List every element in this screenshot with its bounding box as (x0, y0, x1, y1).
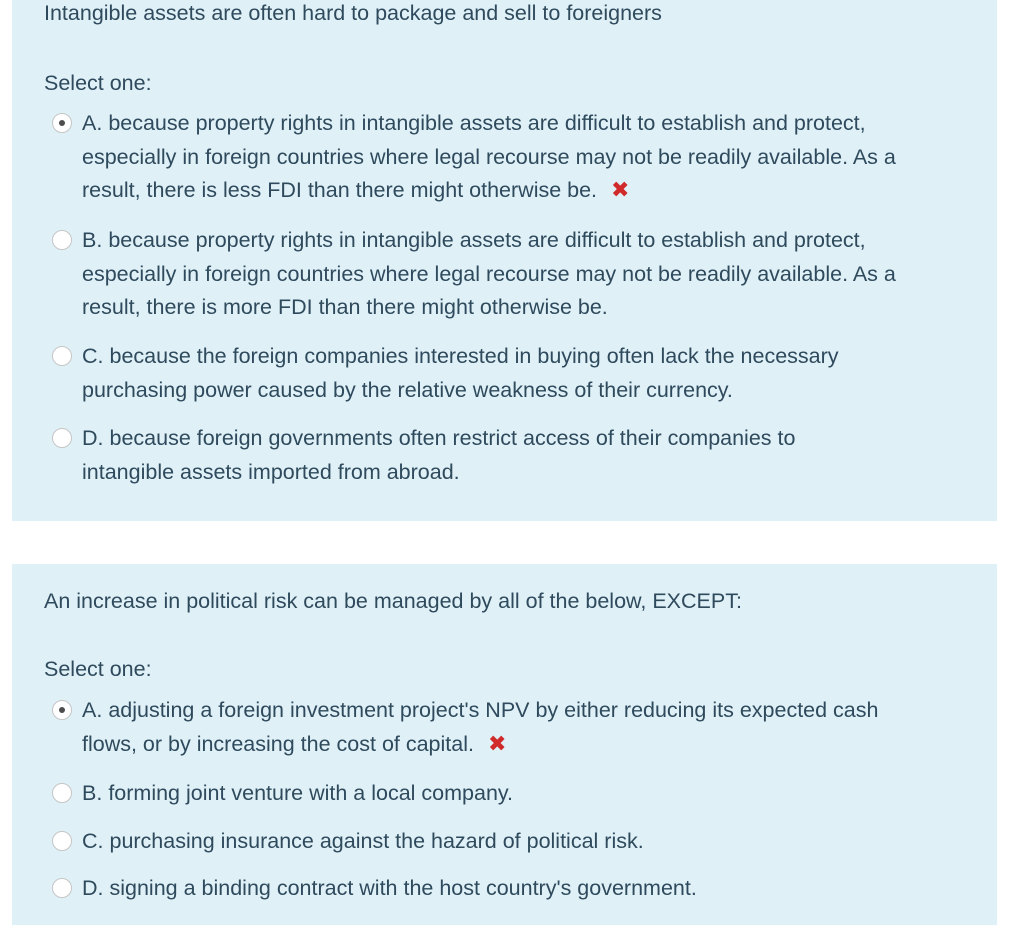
radio-icon[interactable] (52, 346, 72, 366)
radio-icon[interactable] (52, 428, 72, 448)
option-b[interactable] (52, 777, 952, 811)
option-letter: A. (82, 698, 103, 722)
option-c[interactable] (52, 340, 952, 407)
option-letter: C. (82, 344, 104, 368)
radio-icon[interactable] (52, 831, 72, 851)
incorrect-x-icon: ✖ (611, 178, 630, 203)
select-one-label: Select one: (44, 71, 152, 95)
radio-icon[interactable] (52, 783, 72, 803)
radio-icon[interactable] (52, 230, 72, 250)
option-d[interactable] (52, 872, 952, 906)
option-label: signing a binding contract with the host country's government. (109, 876, 697, 900)
radio-icon[interactable] (52, 878, 72, 898)
option-label: because property rights in intangible assets are difficult to establish and protect, especially in foreign countries where legal recourse may not be readily available. As a result, there is more FDI than there might otherwise be. (82, 228, 896, 319)
option-d[interactable] (52, 422, 952, 489)
select-one-label: Select one: (44, 657, 152, 681)
question-text: An increase in political risk can be managed by all of the below, EXCEPT: (44, 589, 742, 613)
option-letter: B. (82, 228, 103, 252)
option-letter: D. (82, 426, 104, 450)
radio-selected-icon[interactable] (52, 113, 72, 133)
option-label: because the foreign companies interested in buying often lack the necessary purchasing power caused by the relative weakness of their currency. (82, 344, 839, 402)
option-label: because property rights in intangible assets are difficult to establish and protect, especially in foreign countries where legal recourse may not be readily available. As a result, there is less FDI than there might otherwise be. (82, 111, 896, 202)
option-a[interactable] (52, 107, 952, 208)
option-c[interactable] (52, 825, 952, 859)
option-label: forming joint venture with a local company. (108, 781, 514, 805)
option-letter: A. (82, 111, 103, 135)
question-card-2 (12, 564, 997, 925)
radio-selected-icon[interactable] (52, 700, 72, 720)
option-letter: D. (82, 876, 104, 900)
option-a[interactable] (52, 694, 952, 761)
option-letter: B. (82, 781, 103, 805)
question-text: Intangible assets are often hard to package and sell to foreigners (44, 1, 662, 25)
option-label: adjusting a foreign investment project's NPV by either reducing its expected cash flows, or by increasing the cost of capital. (82, 698, 879, 756)
option-b[interactable] (52, 224, 952, 325)
question-card-1 (12, 0, 997, 521)
option-letter: C. (82, 829, 104, 853)
option-label: because foreign governments often restrict access of their companies to intangible assets imported from abroad. (82, 426, 796, 484)
incorrect-x-icon: ✖ (487, 731, 507, 757)
option-label: purchasing insurance against the hazard of political risk. (109, 829, 644, 853)
